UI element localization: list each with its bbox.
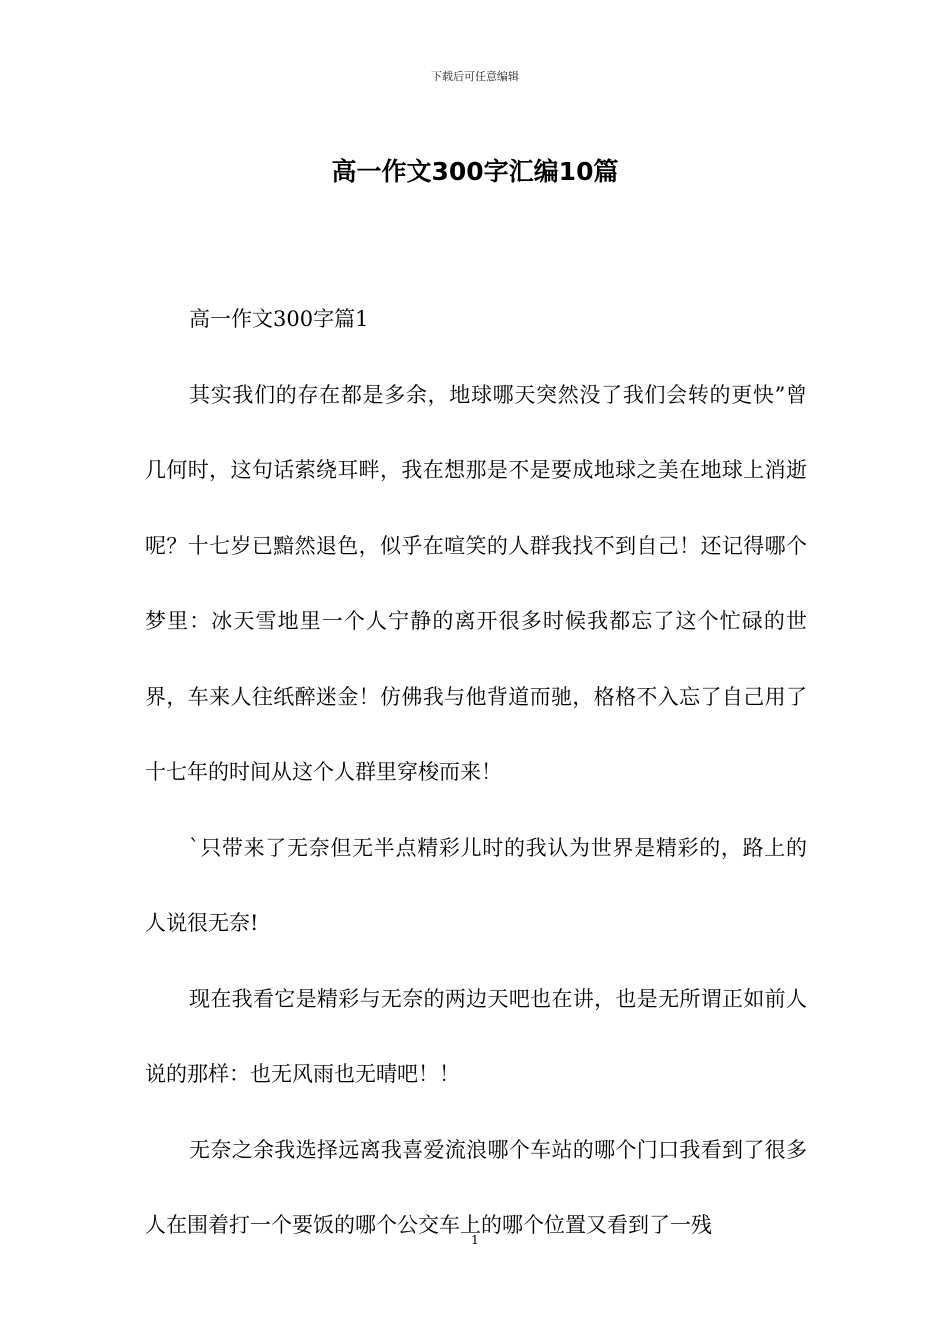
document-body bbox=[145, 282, 807, 1264]
document-title: 高一作文300字汇编10篇 bbox=[331, 157, 619, 186]
page-number: 1 bbox=[471, 1233, 479, 1247]
paragraph: `只带来了无奈但无半点精彩儿时的我认为世界是精彩的，路上的人说很无奈! bbox=[145, 835, 807, 935]
paragraph: 现在我看它是精彩与无奈的两边天吧也在讲，也是无所谓正如前人说的那样：也无风雨也无晴吧！！ bbox=[145, 986, 807, 1086]
paragraph: 无奈之余我选择远离我喜爱流浪哪个车站的哪个门口我看到了很多人在围着打一个要饭的哪个公交车上的哪个位置又看到了一残 bbox=[145, 1137, 807, 1237]
paragraph: 其实我们的存在都是多余，地球哪天突然没了我们会转的更快”曾几何时，这句话萦绕耳畔，我在想那是不是要成地球之美在地球上消逝呢？十七岁已黯然退色，似乎在喧笑的人群我找不到自己！还记得哪个梦里：冰天雪地里一个人宁静的离开很多时候我都忘了这个忙碌的世界，车来人往纸醉迷金！仿佛我与他背道而驰，格格不入忘了自己用了十七年的时间从这个人群里穿梭而来！ bbox=[145, 382, 807, 784]
section-heading: 高一作文300字篇1 bbox=[189, 307, 369, 331]
header-note: 下载后可任意编辑 bbox=[431, 70, 519, 83]
